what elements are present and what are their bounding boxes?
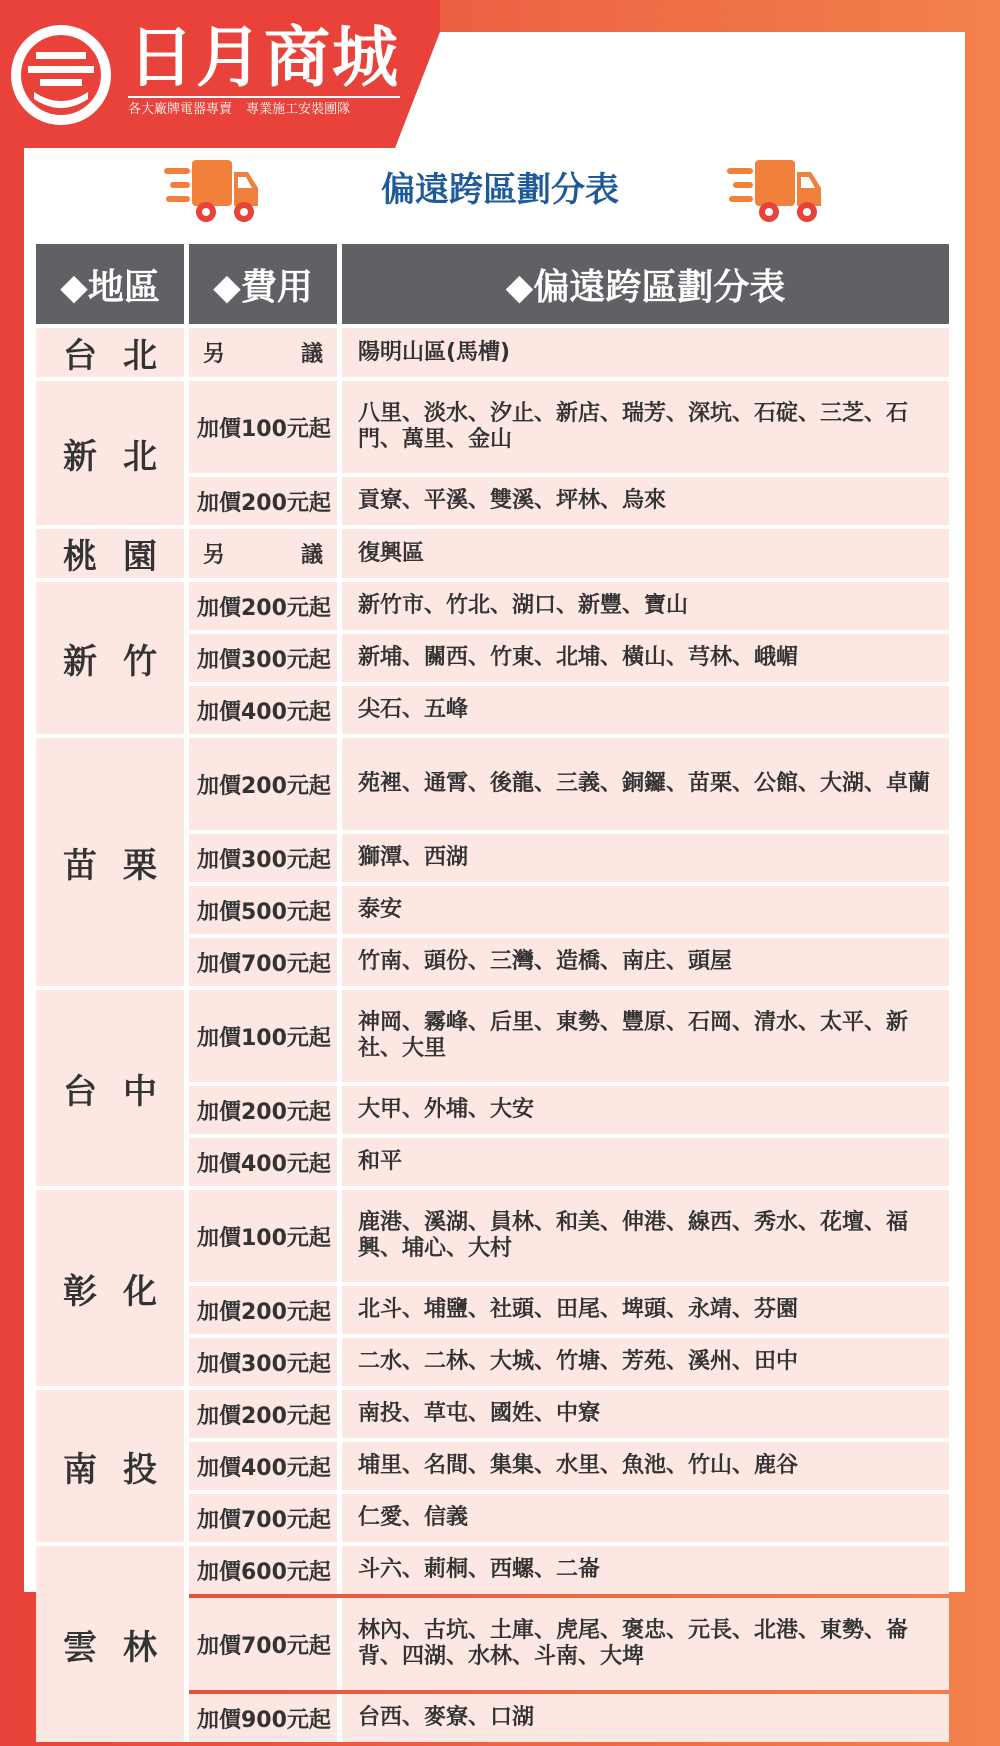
fee-cell: 加價400元起 [189, 1442, 342, 1490]
table-header-row [36, 244, 949, 324]
fee-cell: 加價400元起 [189, 686, 342, 734]
region-cell: 彰化 [36, 1190, 189, 1386]
table-row [36, 529, 949, 578]
areas-cell: 大甲、外埔、大安 [342, 1086, 949, 1134]
areas-cell: 斗六、莿桐、西螺、二崙 [342, 1546, 949, 1594]
remote-zone-table [36, 240, 949, 1746]
areas-cell: 仁愛、信義 [342, 1494, 949, 1542]
areas-cell: 苑裡、通霄、後龍、三義、銅鑼、苗栗、公館、大湖、卓蘭 [342, 738, 949, 830]
region-cell: 台中 [36, 990, 189, 1186]
fee-cell: 加價700元起 [189, 1494, 342, 1542]
areas-cell: 埔里、名間、集集、水里、魚池、竹山、鹿谷 [342, 1442, 949, 1490]
table-row [36, 1190, 949, 1282]
areas-cell: 八里、淡水、汐止、新店、瑞芳、深坑、石碇、三芝、石門、萬里、金山 [342, 381, 949, 473]
areas-cell: 林內、古坑、土庫、虎尾、褒忠、元長、北港、東勢、崙背、四湖、水林、斗南、大埤 [342, 1598, 949, 1690]
header-fee: ◆費用 [189, 244, 342, 324]
areas-cell: 泰安 [342, 886, 949, 934]
table-row [36, 582, 949, 630]
fee-cell: 加價200元起 [189, 1086, 342, 1134]
areas-cell: 新埔、關西、竹東、北埔、橫山、芎林、峨嵋 [342, 634, 949, 682]
fee-cell: 加價200元起 [189, 1390, 342, 1438]
fee-cell: 加價100元起 [189, 1190, 342, 1282]
delivery-truck-icon [164, 158, 260, 224]
fee-cell: 加價200元起 [189, 477, 342, 525]
fee-cell: 加價300元起 [189, 1338, 342, 1386]
areas-cell: 陽明山區(馬槽) [342, 328, 949, 377]
table-row [36, 738, 949, 830]
table-row [36, 381, 949, 473]
fee-cell: 加價200元起 [189, 582, 342, 630]
fee-cell: 加價300元起 [189, 634, 342, 682]
fee-cell: 加價500元起 [189, 886, 342, 934]
areas-cell: 神岡、霧峰、后里、東勢、豐原、石岡、清水、太平、新社、大里 [342, 990, 949, 1082]
fee-cell: 加價100元起 [189, 381, 342, 473]
region-cell: 台北 [36, 328, 189, 377]
areas-cell: 竹南、頭份、三灣、造橋、南庄、頭屋 [342, 938, 949, 986]
region-cell: 雲林 [36, 1546, 189, 1742]
areas-cell: 台西、麥寮、口湖 [342, 1694, 949, 1742]
fee-cell: 加價600元起 [189, 1546, 342, 1594]
areas-cell: 北斗、埔鹽、社頭、田尾、埤頭、永靖、芬園 [342, 1286, 949, 1334]
page-title: 偏遠跨區劃分表 [381, 170, 619, 210]
table-row [36, 1390, 949, 1438]
region-cell: 南投 [36, 1390, 189, 1542]
areas-cell: 新竹市、竹北、湖口、新豐、寶山 [342, 582, 949, 630]
brand-name: 日月商城 [128, 19, 400, 96]
region-cell: 桃園 [36, 529, 189, 578]
fee-cell: 另議 [189, 328, 342, 377]
fee-cell: 加價400元起 [189, 1138, 342, 1186]
areas-cell: 復興區 [342, 529, 949, 578]
header-region: ◆地區 [36, 244, 189, 324]
areas-cell: 二水、二林、大城、竹塘、芳苑、溪州、田中 [342, 1338, 949, 1386]
fee-cell: 加價700元起 [189, 938, 342, 986]
fee-cell: 另議 [189, 529, 342, 578]
region-cell: 新北 [36, 381, 189, 525]
areas-cell: 南投、草屯、國姓、中寮 [342, 1390, 949, 1438]
delivery-truck-icon [727, 158, 823, 224]
areas-cell: 尖石、五峰 [342, 686, 949, 734]
table-row [36, 1546, 949, 1594]
areas-cell: 鹿港、溪湖、員林、和美、伸港、線西、秀水、花壇、福興、埔心、大村 [342, 1190, 949, 1282]
areas-cell: 和平 [342, 1138, 949, 1186]
header-areas: ◆偏遠跨區劃分表 [342, 244, 949, 324]
brand-logo-icon [8, 22, 114, 128]
table-row [36, 990, 949, 1082]
fee-cell: 加價200元起 [189, 1286, 342, 1334]
region-cell: 苗栗 [36, 738, 189, 986]
fee-cell: 加價200元起 [189, 738, 342, 830]
region-cell: 新竹 [36, 582, 189, 734]
fee-cell: 加價900元起 [189, 1694, 342, 1742]
fee-cell: 加價700元起 [189, 1598, 342, 1690]
fee-cell: 加價300元起 [189, 834, 342, 882]
brand-slogan: 各大廠牌電器專賣 專業施工安裝團隊 [128, 96, 400, 120]
table-row [36, 328, 949, 377]
fee-cell: 加價100元起 [189, 990, 342, 1082]
areas-cell: 貢寮、平溪、雙溪、坪林、烏來 [342, 477, 949, 525]
areas-cell: 獅潭、西湖 [342, 834, 949, 882]
